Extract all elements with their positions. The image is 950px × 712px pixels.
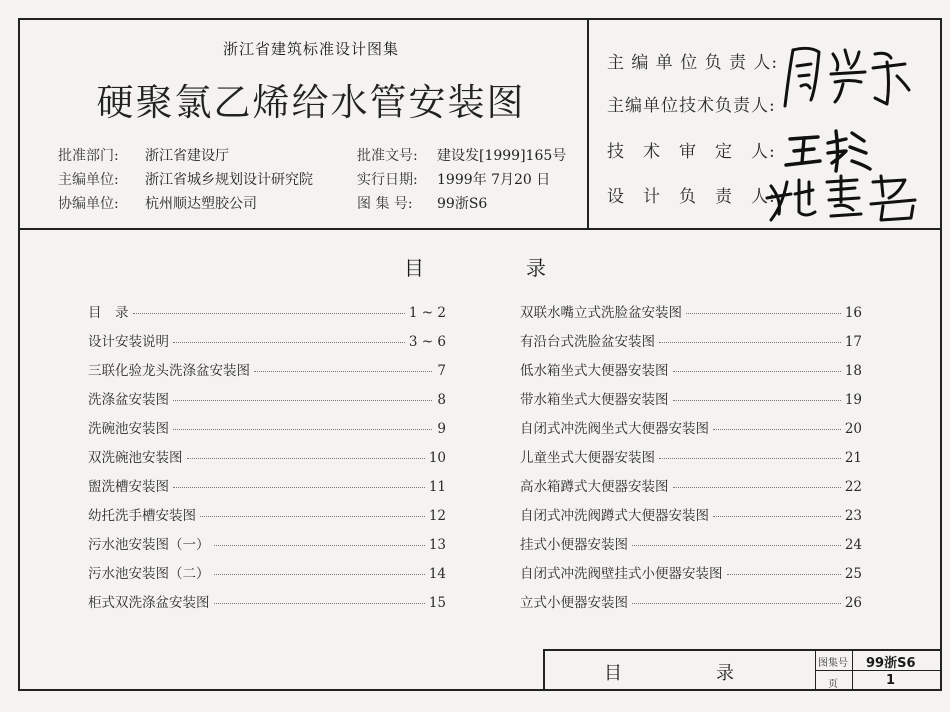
toc-title: 洗碗池安装图 xyxy=(88,421,169,437)
leader-dots xyxy=(659,342,841,343)
leader-dots xyxy=(673,487,841,488)
toc-page: 26 xyxy=(844,595,862,611)
co-editor: 杭州顺达塑胶公司 xyxy=(145,196,257,212)
title-block-name-left: 目 xyxy=(604,663,622,684)
toc-page: 13 xyxy=(428,537,446,553)
leader-dots xyxy=(686,313,841,314)
toc-row xyxy=(88,388,446,408)
leader-dots xyxy=(173,342,405,343)
toc-row xyxy=(520,562,862,582)
toc-page: 22 xyxy=(844,479,862,495)
toc-row xyxy=(88,533,446,553)
toc-row xyxy=(520,446,862,466)
leader-dots xyxy=(632,603,841,604)
toc-row xyxy=(520,504,862,524)
toc-row xyxy=(520,475,862,495)
title-block-atlas-no: 99浙S6 xyxy=(866,656,916,671)
toc-row xyxy=(88,417,446,437)
title-block-atlas-label: 图集号 xyxy=(818,658,848,669)
leader-dots xyxy=(214,545,425,546)
toc-title: 污水池安装图（一） xyxy=(88,537,210,553)
effective-date: 1999年 7月20 日 xyxy=(437,172,551,188)
tech-head-label: 主编单位技术负责人: xyxy=(607,96,776,116)
toc-page: 3 ~ 6 xyxy=(408,334,446,350)
page-title: 硬聚氯乙烯给水管安装图 xyxy=(96,81,526,124)
title-block-left xyxy=(543,649,545,691)
toc-row xyxy=(520,330,862,350)
toc-page: 24 xyxy=(844,537,862,553)
toc-page: 16 xyxy=(844,305,862,321)
toc-page: 8 xyxy=(437,392,446,408)
toc-page: 7 xyxy=(437,363,446,379)
leader-dots xyxy=(214,603,425,604)
toc-title: 低水箱坐式大便器安装图 xyxy=(520,363,669,379)
toc-page: 12 xyxy=(428,508,446,524)
toc-row xyxy=(520,533,862,553)
toc-title: 立式小便器安装图 xyxy=(520,595,628,611)
toc-title: 挂式小便器安装图 xyxy=(520,537,628,553)
toc-page: 14 xyxy=(428,566,446,582)
approval-no: 建设发[1999]165号 xyxy=(437,148,567,164)
toc-title: 设计安装说明 xyxy=(88,334,169,350)
effective-date-label: 实行日期: xyxy=(357,172,418,188)
leader-dots xyxy=(659,458,841,459)
leader-dots xyxy=(727,574,841,575)
leader-dots xyxy=(214,574,425,575)
atlas-name: 浙江省建筑标准设计图集 xyxy=(222,40,399,58)
leader-dots xyxy=(200,516,425,517)
title-block-top xyxy=(543,649,942,651)
toc-title: 目 录 xyxy=(88,305,129,321)
leader-dots xyxy=(133,313,405,314)
toc-row xyxy=(88,446,446,466)
toc-title: 有沿台式洗脸盆安装图 xyxy=(520,334,655,350)
header-divider xyxy=(18,228,942,230)
toc-row xyxy=(520,359,862,379)
toc-row xyxy=(88,301,446,321)
reviewer-label: 技 术 审 定 人: xyxy=(607,142,776,162)
leader-dots xyxy=(632,545,841,546)
toc-title: 自闭式冲洗阀蹲式大便器安装图 xyxy=(520,508,709,524)
editor-unit: 浙江省城乡规划设计研究院 xyxy=(145,172,313,188)
title-block-page: 1 xyxy=(886,673,896,688)
atlas-no: 99浙S6 xyxy=(437,196,488,212)
toc-title: 洗涤盆安装图 xyxy=(88,392,169,408)
leader-dots xyxy=(713,516,841,517)
toc-page: 19 xyxy=(844,392,862,408)
toc-page: 21 xyxy=(844,450,862,466)
toc-row xyxy=(88,562,446,582)
title-block-page-label: 页 xyxy=(828,679,838,690)
leader-dots xyxy=(254,371,432,372)
approval-dept-label: 批准部门: xyxy=(58,148,119,164)
toc-page: 25 xyxy=(844,566,862,582)
leader-dots xyxy=(173,429,432,430)
toc-title: 盥洗槽安装图 xyxy=(88,479,169,495)
toc-page: 1 ~ 2 xyxy=(408,305,446,321)
toc-page: 23 xyxy=(844,508,862,524)
designer-signature xyxy=(765,172,930,224)
toc-title: 自闭式冲洗阀壁挂式小便器安装图 xyxy=(520,566,723,582)
toc-title: 带水箱坐式大便器安装图 xyxy=(520,392,669,408)
chief-editor-label: 主 编 单 位 负 责 人: xyxy=(607,53,779,73)
toc-row xyxy=(520,417,862,437)
toc-page: 10 xyxy=(428,450,446,466)
toc-row xyxy=(88,359,446,379)
leader-dots xyxy=(173,400,432,401)
toc-page: 17 xyxy=(844,334,862,350)
toc-title: 三联化验龙头洗涤盆安装图 xyxy=(88,363,250,379)
toc-heading-left: 目 xyxy=(404,256,424,280)
toc-page: 18 xyxy=(844,363,862,379)
toc-page: 11 xyxy=(428,479,446,495)
atlas-no-label: 图 集 号: xyxy=(357,196,413,212)
designer-label: 设 计 负 责 人: xyxy=(607,187,776,207)
co-editor-label: 协编单位: xyxy=(58,196,119,212)
reviewer-signature xyxy=(780,125,875,175)
leader-dots xyxy=(187,458,425,459)
approval-no-label: 批准文号: xyxy=(357,148,418,164)
toc-title: 柜式双洗涤盆安装图 xyxy=(88,595,210,611)
toc-title: 双洗碗池安装图 xyxy=(88,450,183,466)
toc-page: 20 xyxy=(844,421,862,437)
toc-row xyxy=(88,330,446,350)
toc-row xyxy=(88,591,446,611)
toc-title: 自闭式冲洗阀坐式大便器安装图 xyxy=(520,421,709,437)
toc-page: 9 xyxy=(437,421,446,437)
toc-title: 双联水嘴立式洗脸盆安装图 xyxy=(520,305,682,321)
toc-title: 高水箱蹲式大便器安装图 xyxy=(520,479,669,495)
toc-row xyxy=(520,591,862,611)
title-block-name-right: 录 xyxy=(716,663,734,684)
toc-row xyxy=(88,504,446,524)
leader-dots xyxy=(673,371,841,372)
editor-unit-label: 主编单位: xyxy=(58,172,119,188)
leader-dots xyxy=(173,487,425,488)
toc-title: 儿童坐式大便器安装图 xyxy=(520,450,655,466)
toc-heading-right: 录 xyxy=(526,256,546,280)
toc-page: 15 xyxy=(428,595,446,611)
toc-row xyxy=(520,301,862,321)
toc-title: 污水池安装图（二） xyxy=(88,566,210,582)
approval-dept: 浙江省建设厅 xyxy=(145,148,229,164)
leader-dots xyxy=(713,429,841,430)
leader-dots xyxy=(673,400,841,401)
toc-row xyxy=(88,475,446,495)
toc-title: 幼托洗手槽安装图 xyxy=(88,508,196,524)
toc-row xyxy=(520,388,862,408)
chief-editor-signature xyxy=(775,42,925,112)
